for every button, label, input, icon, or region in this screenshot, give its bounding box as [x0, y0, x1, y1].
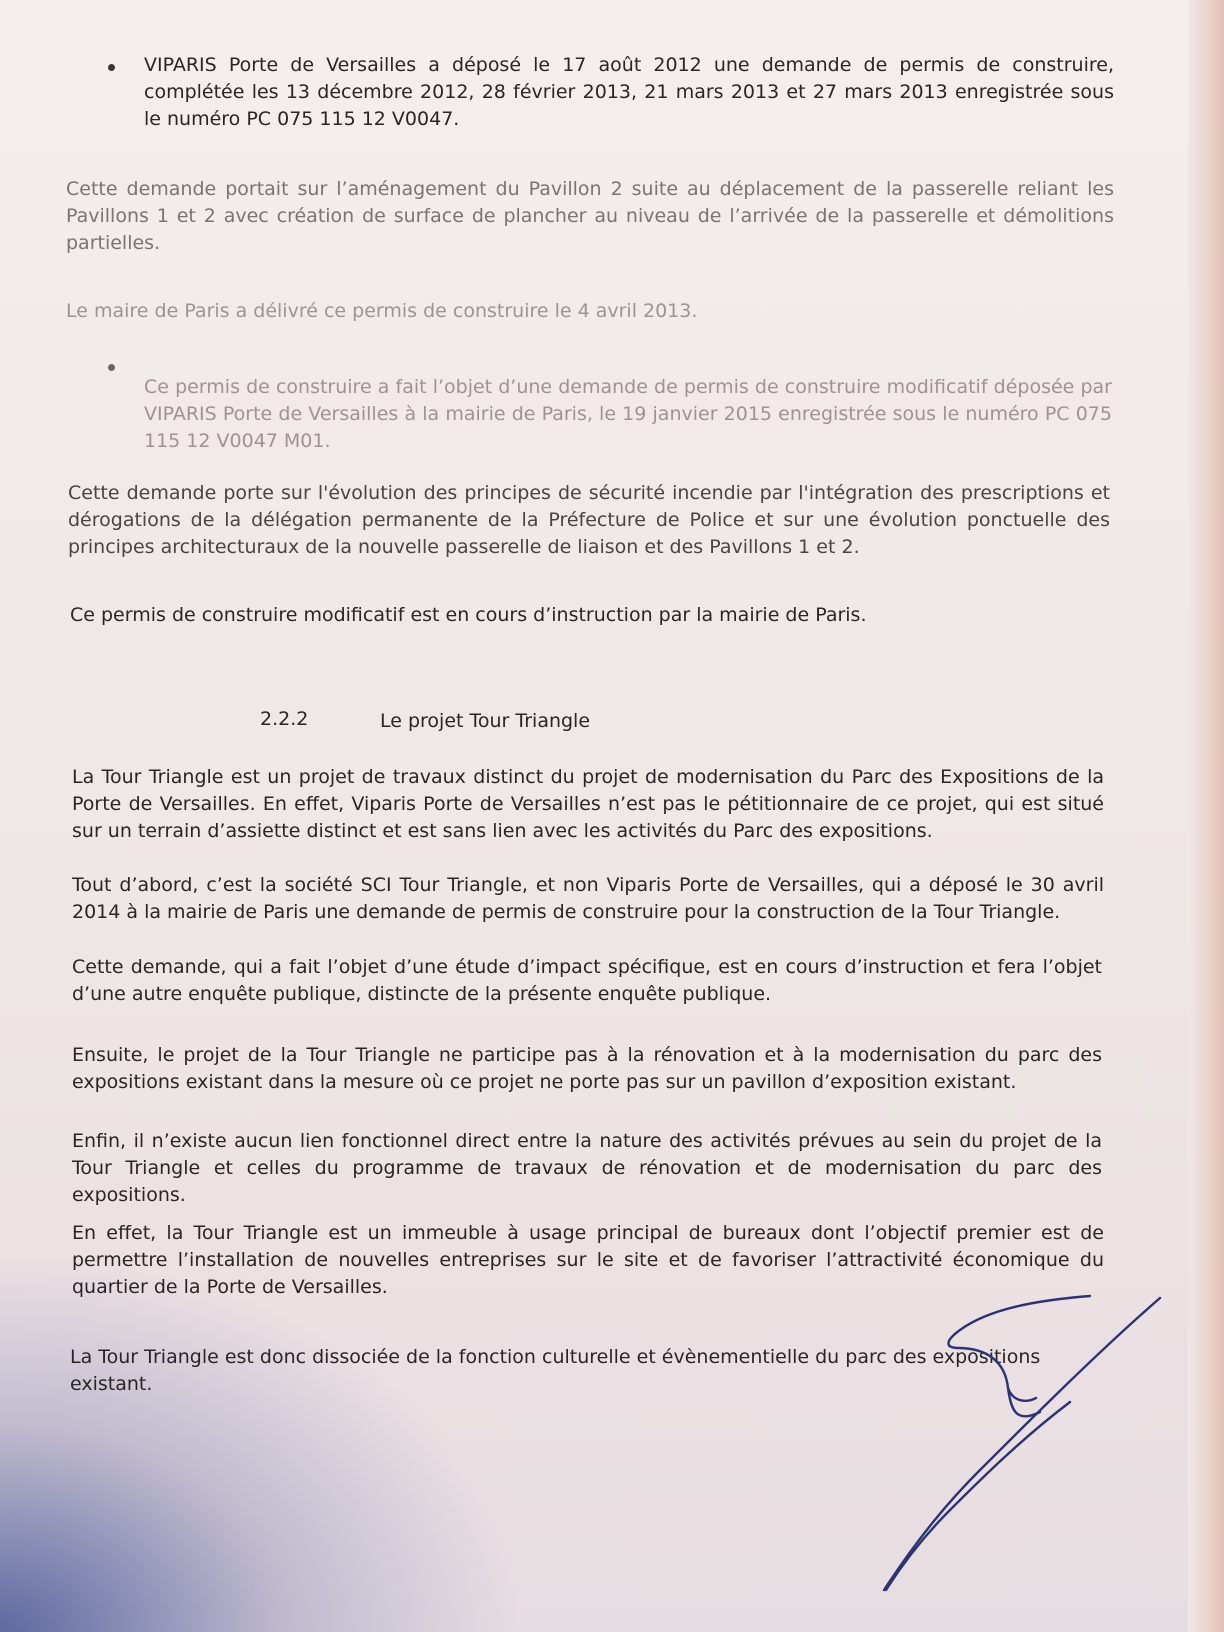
- bullet-paragraph-2: Ce permis de construire a fait l’objet d’une demande de permis de construire modificatif déposée par VIPARIS Porte de Versailles à la mairie de Paris, le 19 janvier 2015 enregistrée sous le numéro PC 075 115 12 V0047 M01.: [144, 376, 1112, 452]
- paragraph-lien-fonctionnel: Enfin, il n’existe aucun lien fonctionnel direct entre la nature des activités prévues au sein du projet de la Tour Triangle et celles du programme de travaux de rénovation et de modernisation du parc des expositions.: [72, 1130, 1102, 1206]
- paragraph-dissociee: La Tour Triangle est donc dissociée de la fonction culturelle et évènementielle du parc des expositions existant.: [70, 1346, 1041, 1395]
- signature-stroke-long-diagonal: [884, 1298, 1160, 1590]
- paragraph-securite-incendie: Cette demande porte sur l'évolution des principes de sécurité incendie par l'intégration des prescriptions et dérogations de la délégation permanente de la Préfecture de Police et sur une évolution ponctuelle des principes architecturaux de la nouvelle passerelle de liaison et des Pavillons 1 et 2.: [68, 482, 1110, 558]
- paragraph-renovation: Ensuite, le projet de la Tour Triangle ne participe pas à la rénovation et à la modernisation du parc des expositions existant dans la mesure où ce projet ne porte pas sur un pavillon d’exposition existant.: [72, 1044, 1102, 1093]
- signature-stroke-lower-diagonal: [886, 1402, 1070, 1590]
- paragraph-sci-tour-triangle: Tout d’abord, c’est la société SCI Tour Triangle, et non Viparis Porte de Versailles, qui a déposé le 30 avril 2014 à la mairie de Paris une demande de permis de construire pour la construction de la Tour Triangle.: [72, 874, 1104, 923]
- paragraph-tour-triangle-distinct: La Tour Triangle est un projet de travaux distinct du projet de modernisation du Parc des Expositions de la Porte de Versailles. En effet, Viparis Porte de Versailles n’est pas le pétitionnaire de ce projet, qui est situé sur un terrain d’assiette distinct et est sans lien avec les activités du Parc des expositions.: [72, 766, 1104, 842]
- bullet-dot: [108, 364, 115, 371]
- paragraph-pavillon-2: Cette demande portait sur l’aménagement du Pavillon 2 suite au déplacement de la passerelle reliant les Pavillons 1 et 2 avec création de surface de plancher au niveau de l’arrivée de la passerelle et démolitions partielles.: [66, 178, 1114, 254]
- page-edge-shadow: [1188, 0, 1224, 1632]
- section-title: Le projet Tour Triangle: [380, 710, 591, 732]
- bullet-dot: [108, 64, 115, 71]
- section-number: 2.2.2: [260, 708, 309, 730]
- paragraph-permis-delivre: Le maire de Paris a délivré ce permis de construire le 4 avril 2013.: [66, 300, 698, 322]
- paragraph-immeuble-bureaux: En effet, la Tour Triangle est un immeuble à usage principal de bureaux dont l’objectif premier est de permettre l’installation de nouvelles entreprises sur le site et de favoriser l’attractivité économique du quartier de la Porte de Versailles.: [72, 1222, 1104, 1298]
- bullet-paragraph-1: VIPARIS Porte de Versailles a déposé le 17 août 2012 une demande de permis de construire, complétée les 13 décembre 2012, 28 février 2013, 21 mars 2013 et 27 mars 2013 enregistrée sous le numéro PC 075 115 12 V0047.: [144, 54, 1114, 130]
- paragraph-etude-impact: Cette demande, qui a fait l’objet d’une étude d’impact spécifique, est en cours d’instruction et fera l’objet d’une autre enquête publique, distincte de la présente enquête publique.: [72, 956, 1102, 1005]
- paragraph-instruction: Ce permis de construire modificatif est en cours d’instruction par la mairie de Paris.: [70, 604, 867, 626]
